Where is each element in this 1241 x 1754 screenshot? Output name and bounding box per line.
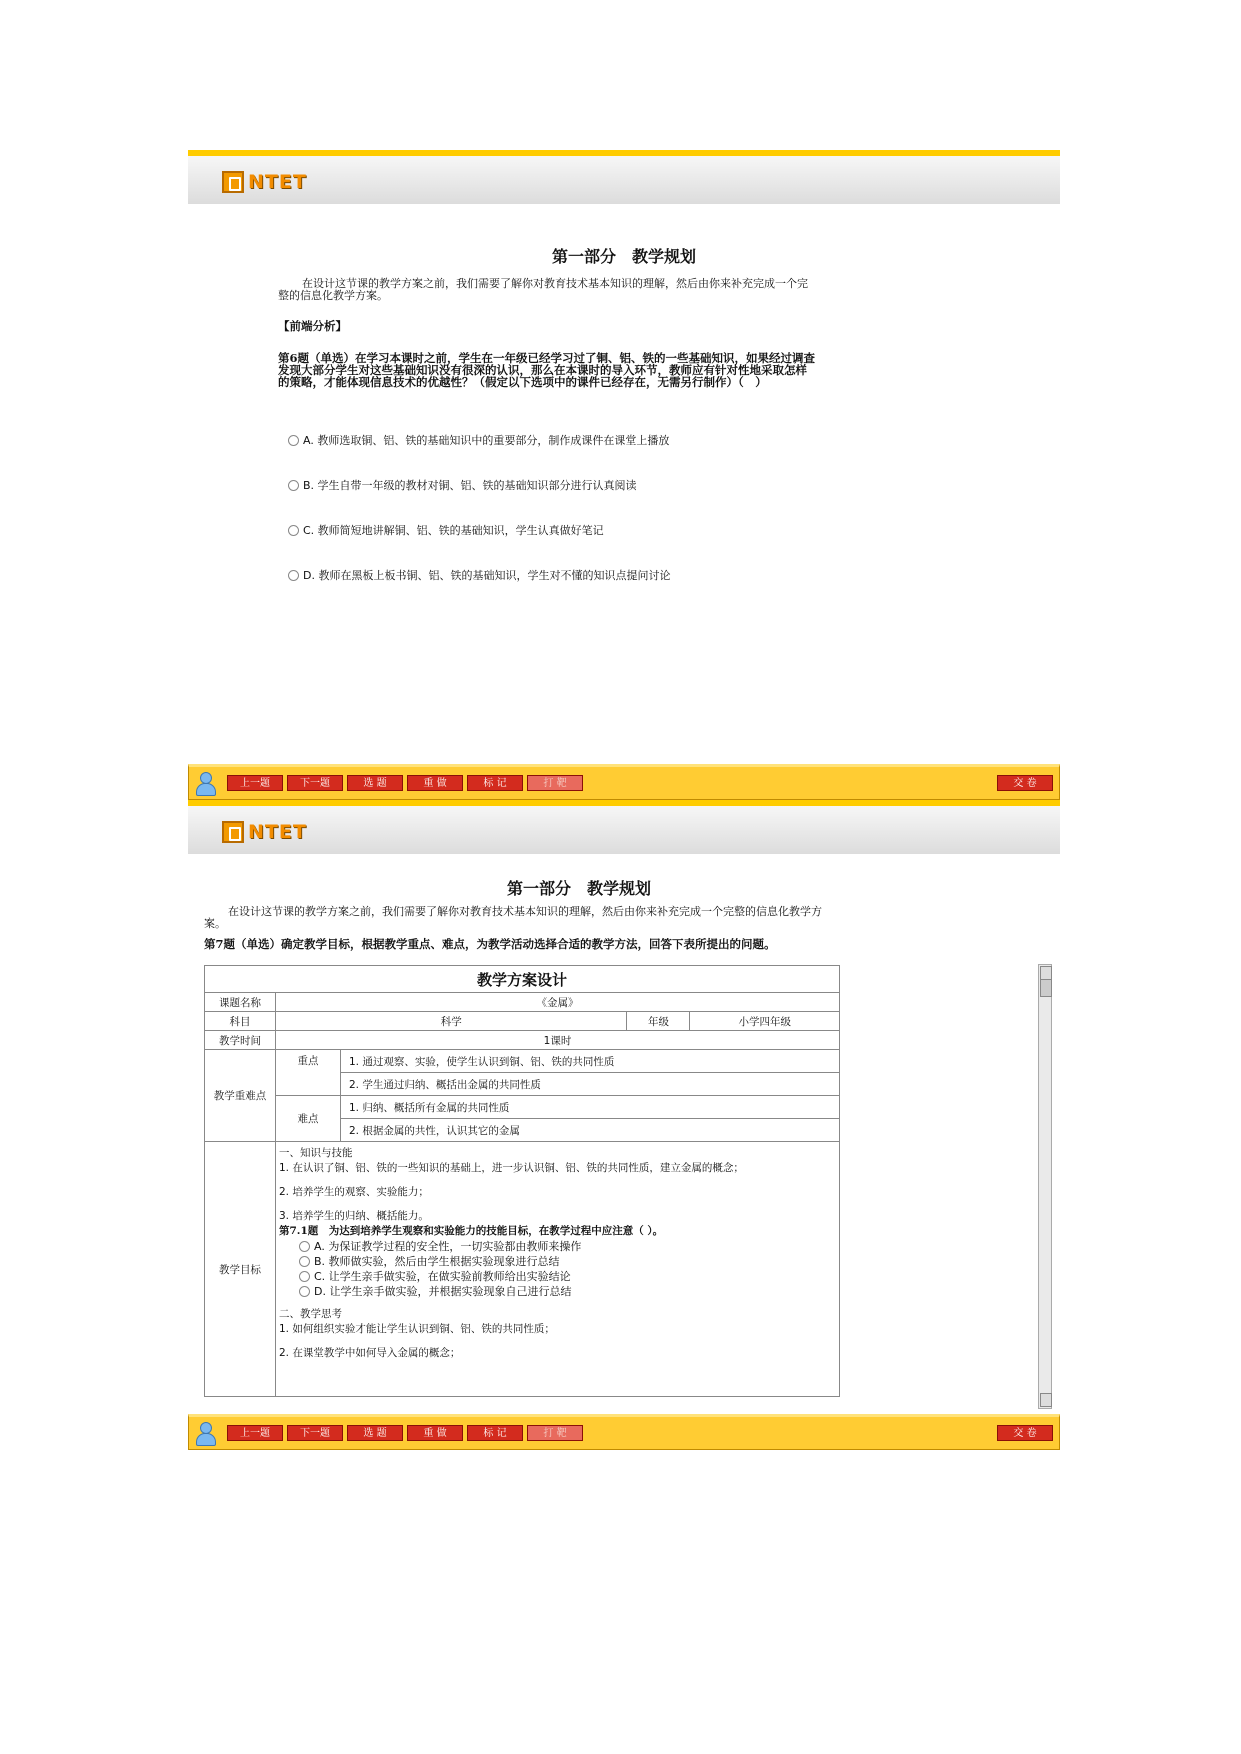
mark-button[interactable]: 标 记 [467,775,523,791]
radio-icon[interactable] [299,1241,310,1252]
think-item: 2. 在课堂教学中如何导入金属的概念； [279,1347,461,1359]
cell-label: 年级 [627,1012,690,1031]
subq-option-a[interactable]: A. 为保证教学过程的安全性，一切实验都由教师来操作 [299,1239,836,1254]
select-button[interactable]: 选 题 [347,775,403,791]
radio-icon[interactable] [288,570,299,581]
next-button[interactable]: 下一题 [287,1425,343,1441]
option-c[interactable]: C. 教师简短地讲解铜、铝、铁的基础知识，学生认真做好笔记 [288,522,604,538]
cell-label: 教学时间 [205,1031,276,1050]
goal-item: 1. 在认识了铜、铝、铁的一些知识的基础上，进一步认识铜、铝、铁的共同性质，建立金属的概念； [279,1162,744,1174]
cell-label: 科目 [205,1012,276,1031]
bottom-toolbar [188,764,1060,800]
radio-icon[interactable] [299,1256,310,1267]
cell-label: 重点 [276,1050,341,1096]
prev-button[interactable]: 上一题 [227,775,283,791]
option-b[interactable]: B. 学生自带一年级的教材对铜、铝、铁的基础知识部分进行认真阅读 [288,477,637,493]
header-bar [188,150,1060,204]
exam-panel-1 [188,150,1060,800]
app-logo [222,169,307,195]
cell-value: 小学四年级 [690,1012,840,1031]
select-button[interactable]: 选 题 [347,1425,403,1441]
section-title: 第一部分 教学规划 [506,879,651,898]
app-logo [222,819,307,845]
radio-icon[interactable] [299,1271,310,1282]
scroll-up-icon[interactable] [1040,966,1052,980]
logo-text: NTET [248,821,307,843]
question-text: 第6题（单选）在学习本课时之前，学生在一年级已经学习过了铜、铝、铁的一些基础知识，如果经过调查发现大部分学生对这些基础知识没有很深的认识，那么在本课时的导入环节，教师应有针对性地采取怎样的策略，才能体现信息技术的优越性？（假定以下选项中的课件已经存在，无需另行制作）（ ） [278,351,815,389]
logo-text: NTET [248,171,307,193]
draft-button[interactable]: 打 靶 [527,775,583,791]
cell-value: 科学 [276,1012,627,1031]
subsection-label: 【前端分析】 [278,319,347,333]
user-icon [195,771,215,795]
radio-icon[interactable] [288,525,299,536]
cell-value: 1课时 [276,1031,840,1050]
bottom-toolbar [188,1414,1060,1450]
user-icon [195,1421,215,1445]
cell-value: 1. 归纳、概括所有金属的共同性质 [341,1096,840,1119]
scroll-thumb[interactable] [1040,979,1052,997]
prev-button[interactable]: 上一题 [227,1425,283,1441]
subq-option-b[interactable]: B. 教师做实验，然后由学生根据实验现象进行总结 [299,1254,836,1269]
header-bar [188,800,1060,854]
cell-label: 教学重难点 [205,1050,276,1142]
radio-icon[interactable] [288,435,299,446]
intro-text: 在设计这节课的教学方案之前，我们需要了解你对教育技术基本知识的理解，然后由你来补充完成一个完整的信息化教学方案。 [204,905,822,930]
goal-item: 2. 培养学生的观察、实验能力； [279,1186,429,1198]
question-text: 第7题（单选）确定教学目标，根据教学重点、难点，为教学活动选择合适的教学方法，回答下表所提出的问题。 [204,937,776,951]
book-icon [222,171,244,193]
cell-value: 2. 根据金属的共性，认识其它的金属 [341,1119,840,1142]
think-item: 1. 如何组织实验才能让学生认识到铜、铝、铁的共同性质； [279,1323,555,1335]
redo-button[interactable]: 重 做 [407,1425,463,1441]
subquestion-text: 第7.1题 为达到培养学生观察和实验能力的技能目标，在教学过程中应注意（ ）。 [279,1225,664,1237]
exam-panel-2 [188,800,1060,1450]
goals-heading: 一、知识与技能 [279,1147,353,1159]
next-button[interactable]: 下一题 [287,775,343,791]
cell-label: 难点 [276,1096,341,1142]
radio-icon[interactable] [299,1286,310,1297]
cell-value: 2. 学生通过归纳、概括出金属的共同性质 [341,1073,840,1096]
section-title: 第一部分 教学规划 [551,247,696,266]
redo-button[interactable]: 重 做 [407,775,463,791]
vertical-scrollbar[interactable] [1038,964,1052,1409]
cell-value: 1. 通过观察、实验，使学生认识到铜、铝、铁的共同性质 [341,1050,840,1073]
lesson-plan-table [204,965,840,1397]
submit-button[interactable]: 交 卷 [997,1425,1053,1441]
book-icon [222,821,244,843]
scroll-down-icon[interactable] [1040,1393,1052,1407]
goal-item: 3. 培养学生的归纳、概括能力。 [279,1210,429,1222]
goals-cell [276,1142,840,1397]
option-d[interactable]: D. 教师在黑板上板书铜、铝、铁的基础知识，学生对不懂的知识点提问讨论 [288,567,670,583]
option-a[interactable]: A. 教师选取铜、铝、铁的基础知识中的重要部分，制作成课件在课堂上播放 [288,432,669,448]
table-title: 教学方案设计 [205,966,840,993]
submit-button[interactable]: 交 卷 [997,775,1053,791]
goals-heading: 二、教学思考 [279,1308,342,1320]
cell-label: 教学目标 [205,1142,276,1397]
mark-button[interactable]: 标 记 [467,1425,523,1441]
draft-button[interactable]: 打 靶 [527,1425,583,1441]
intro-text: 在设计这节课的教学方案之前，我们需要了解你对教育技术基本知识的理解，然后由你来补充完成一个完整的信息化教学方案。 [278,277,808,302]
cell-label: 课题名称 [205,993,276,1012]
cell-value: 《金属》 [276,993,840,1012]
radio-icon[interactable] [288,480,299,491]
subq-option-d[interactable]: D. 让学生亲手做实验，并根据实验现象自己进行总结 [299,1284,836,1299]
subq-option-c[interactable]: C. 让学生亲手做实验，在做实验前教师给出实验结论 [299,1269,836,1284]
